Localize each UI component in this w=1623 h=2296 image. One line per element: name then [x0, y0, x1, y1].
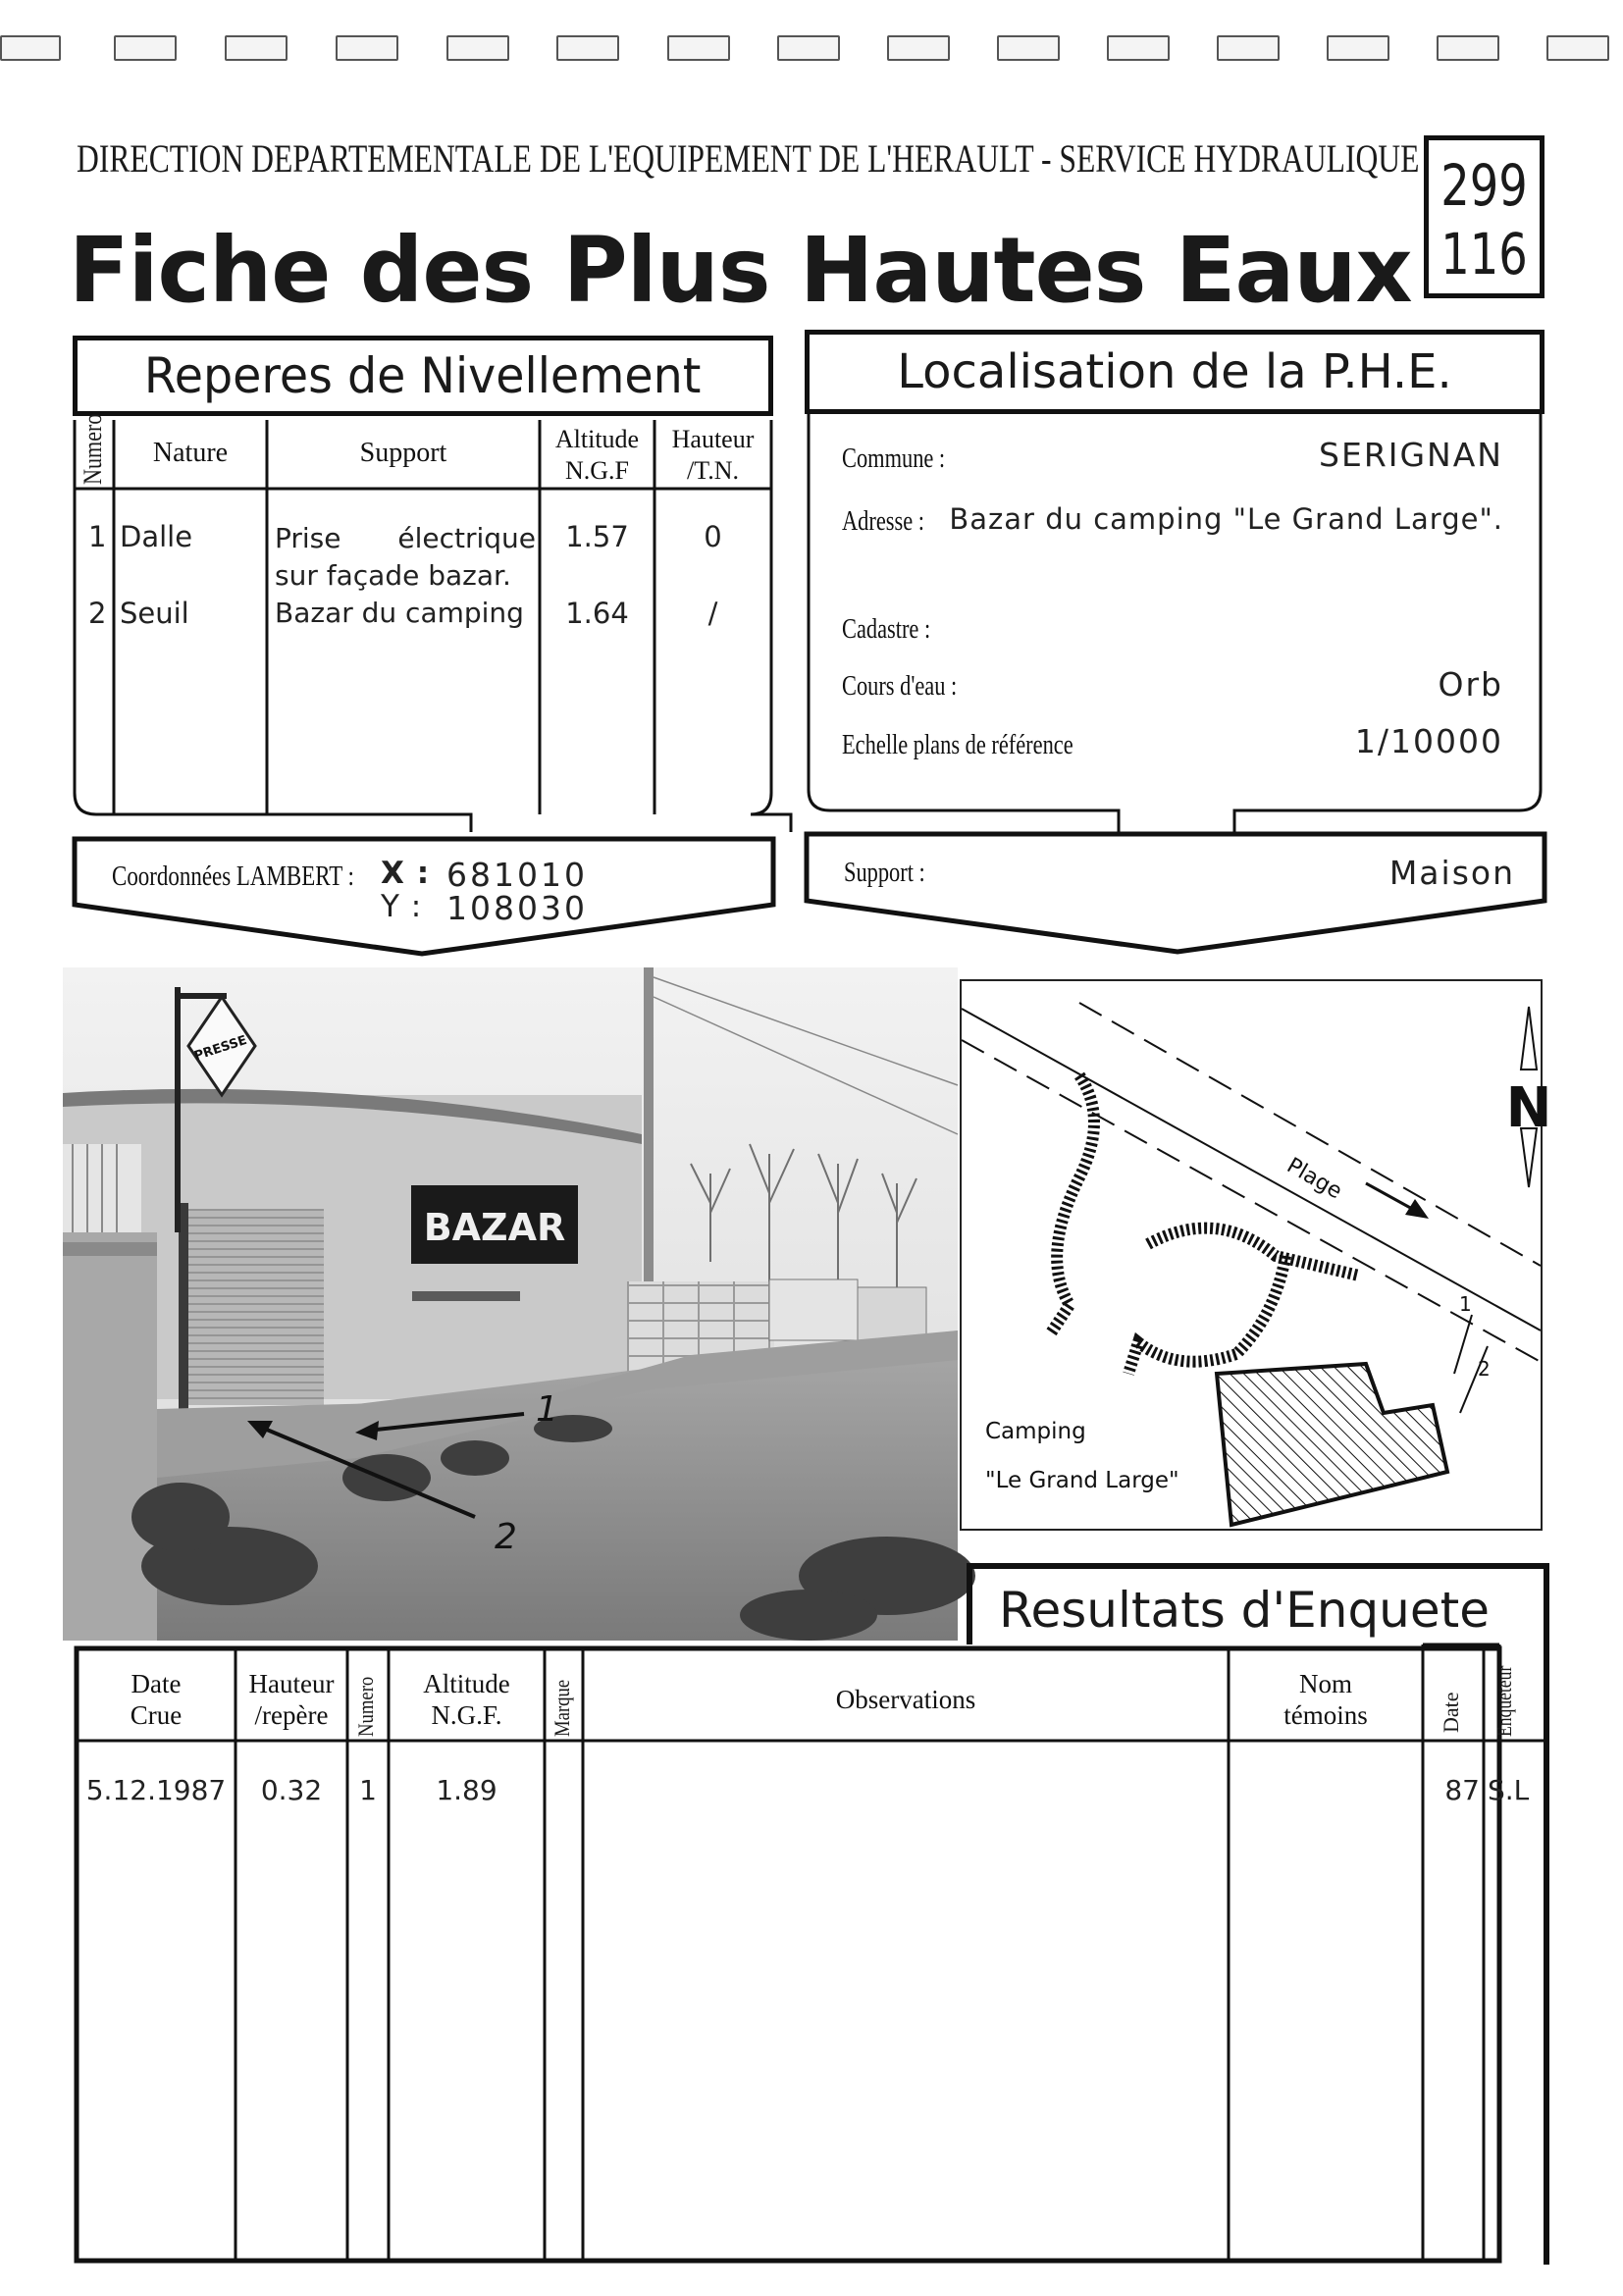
res-col-observations-header: Observations	[835, 1685, 976, 1714]
res-col-altitude-header	[389, 1668, 545, 1731]
col-nature-header: Nature	[152, 438, 229, 468]
reperes-row-2-nature: Seuil	[120, 597, 189, 630]
res-col-hauteur-header	[236, 1668, 347, 1731]
cours-eau-label: Cours d'eau :	[842, 671, 958, 702]
col-hauteur-l1: Hauteur	[671, 425, 755, 453]
reperes-row-2-altitude: 1.64	[565, 597, 629, 630]
reperes-row-1-num: 1	[88, 520, 107, 553]
res-col-date-enq-header: Date	[1439, 1692, 1463, 1733]
col-altitude-l1: Altitude	[554, 425, 640, 453]
reperes-row-1-support: Prise électrique sur façade bazar.	[275, 522, 536, 592]
resultats-title: Resultats d'Enquete	[999, 1582, 1490, 1639]
lambert-x-value: 681010	[446, 856, 588, 894]
res-col-hauteur-l1: Hauteur	[248, 1669, 335, 1698]
support-value: Maison	[1388, 854, 1515, 892]
commune-value: SERIGNAN	[1319, 436, 1503, 474]
reperes-title-text: Reperes de Nivellement	[144, 347, 702, 404]
res-row-1-enqueteur: S.L	[1488, 1774, 1530, 1806]
adresse-label: Adresse :	[842, 506, 924, 537]
cours-eau-value: Orb	[1438, 665, 1503, 704]
res-row-1-hauteur: 0.32	[260, 1774, 323, 1806]
map-camping-name: "Le Grand Large"	[985, 1468, 1179, 1493]
res-col-marque-header: Marque	[550, 1679, 574, 1737]
res-row-1-numero: 1	[359, 1774, 377, 1806]
col-support-header: Support	[359, 438, 447, 468]
reperes-row-1-nature: Dalle	[120, 520, 193, 553]
res-col-nom-header	[1229, 1668, 1423, 1731]
col-altitude-l2: N.G.F	[564, 456, 629, 485]
res-col-nom-l1: Nom	[1299, 1669, 1352, 1698]
echelle-label: Echelle plans de référence	[842, 730, 1073, 760]
page-title: Fiche des Plus Hautes Eaux	[69, 218, 1412, 323]
res-row-1-altitude: 1.89	[436, 1774, 497, 1806]
res-col-date-header	[77, 1668, 236, 1731]
reference-bottom: 116	[1440, 221, 1528, 287]
res-col-date-l2: Crue	[130, 1700, 183, 1730]
reperes-row-1-hauteur: 0	[704, 520, 722, 553]
res-col-nom-l2: témoins	[1283, 1700, 1368, 1730]
map-mark-2: 2	[1478, 1357, 1491, 1381]
lambert-label: Coordonnées LAMBERT :	[112, 861, 354, 892]
res-col-altitude-l2: N.G.F.	[431, 1700, 502, 1730]
reference-top: 299	[1440, 152, 1528, 219]
bazar-sign-text: BAZAR	[423, 1206, 566, 1249]
echelle-value: 1/10000	[1354, 722, 1503, 760]
commune-label: Commune :	[842, 444, 946, 474]
lambert-x-label: X :	[381, 856, 431, 891]
res-col-hauteur-l2: /repère	[254, 1700, 329, 1730]
res-col-altitude-l1: Altitude	[423, 1669, 510, 1698]
res-col-date-l1: Date	[131, 1669, 182, 1698]
presse-sign-text: PRESSE	[192, 1032, 249, 1065]
map-north-letter: N	[1505, 1076, 1552, 1140]
col-hauteur-l2: /T.N.	[687, 456, 739, 485]
res-row-1-date: 5.12.1987	[85, 1774, 227, 1806]
reperes-row-2-support: Bazar du camping	[275, 597, 524, 629]
adresse-value: Bazar du camping "Le Grand Large".	[949, 502, 1503, 536]
res-col-numero-header: Numero	[353, 1676, 378, 1737]
reperes-row-2-hauteur: /	[707, 597, 718, 630]
col-numero-header: Numero	[79, 413, 107, 485]
photo-arrow-1-label: 1	[536, 1389, 558, 1430]
support-label: Support :	[844, 858, 925, 888]
photo-arrow-2-label: 2	[495, 1517, 517, 1557]
lambert-y-value: 108030	[446, 889, 588, 927]
reperes-row-2-num: 2	[88, 597, 107, 630]
res-col-enqueteur-header: Enqueteur	[1492, 1665, 1516, 1737]
map-mark-1: 1	[1459, 1292, 1472, 1316]
localisation-title-text: Localisation de la P.H.E.	[897, 344, 1452, 399]
res-row-1-date-enq: 87	[1444, 1774, 1480, 1806]
agency-heading: DIRECTION DEPARTEMENTALE DE L'EQUIPEMENT DE L'HERAULT - SERVICE HYDRAULIQUE	[77, 136, 1420, 181]
map-plage-label: Plage	[1283, 1153, 1346, 1205]
lambert-y-label: Y :	[381, 889, 423, 924]
cadastre-label: Cadastre :	[842, 614, 931, 645]
reperes-row-1-altitude: 1.57	[565, 520, 629, 553]
map-camping-label: Camping	[985, 1419, 1086, 1444]
